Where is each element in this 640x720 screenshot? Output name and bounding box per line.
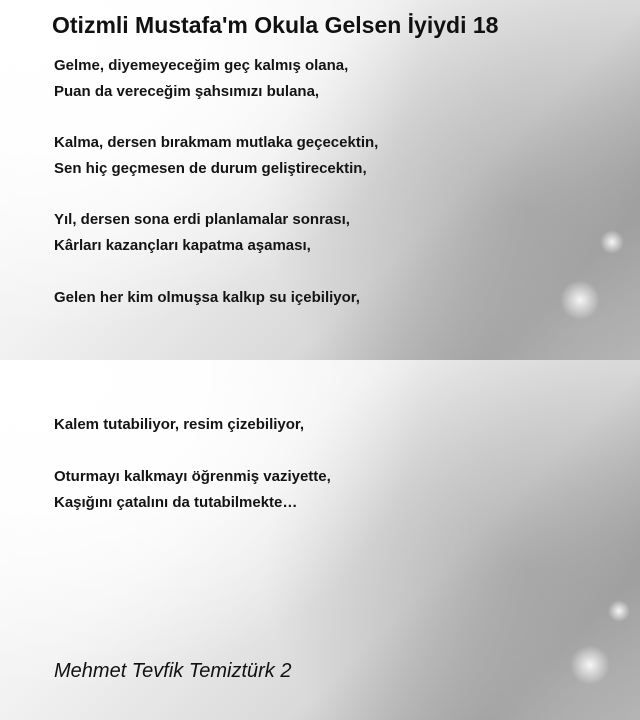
poem-line: Yıl, dersen sona erdi planlamalar sonrası, bbox=[54, 211, 350, 228]
poem-line: Kalem tutabiliyor, resim çizebiliyor, bbox=[54, 416, 305, 433]
poem-title: Otizmli Mustafa'm Okula Gelsen İyiydi 18 bbox=[52, 12, 499, 38]
background-sparkle bbox=[608, 600, 630, 622]
poem-card-page-2 bbox=[0, 360, 640, 720]
poem-line: Puan da vereceğim şahsımızı bulana, bbox=[54, 83, 320, 100]
poem-line: Gelen her kim olmuşsa kalkıp su içebiliyor, bbox=[54, 289, 360, 306]
background-sparkle bbox=[600, 230, 624, 254]
poem-line: Sen hiç geçmesen de durum geliştirecektin, bbox=[54, 160, 367, 177]
poem-line: Kaşığını çatalını da tutabilmekte… bbox=[54, 494, 298, 511]
poem-line: Kârları kazançları kapatma aşaması, bbox=[54, 237, 311, 254]
poem-line: Gelme, diyemeyeceğim geç kalmış olana, bbox=[54, 57, 349, 74]
poem-author: Mehmet Tevfik Temiztürk 2 bbox=[54, 660, 292, 682]
background-sparkle bbox=[570, 645, 610, 685]
background-sparkle bbox=[560, 280, 600, 320]
poem-line: Kalma, dersen bırakmam mutlaka geçecektin, bbox=[54, 134, 379, 151]
poem-line: Oturmayı kalkmayı öğrenmiş vaziyette, bbox=[54, 468, 331, 485]
